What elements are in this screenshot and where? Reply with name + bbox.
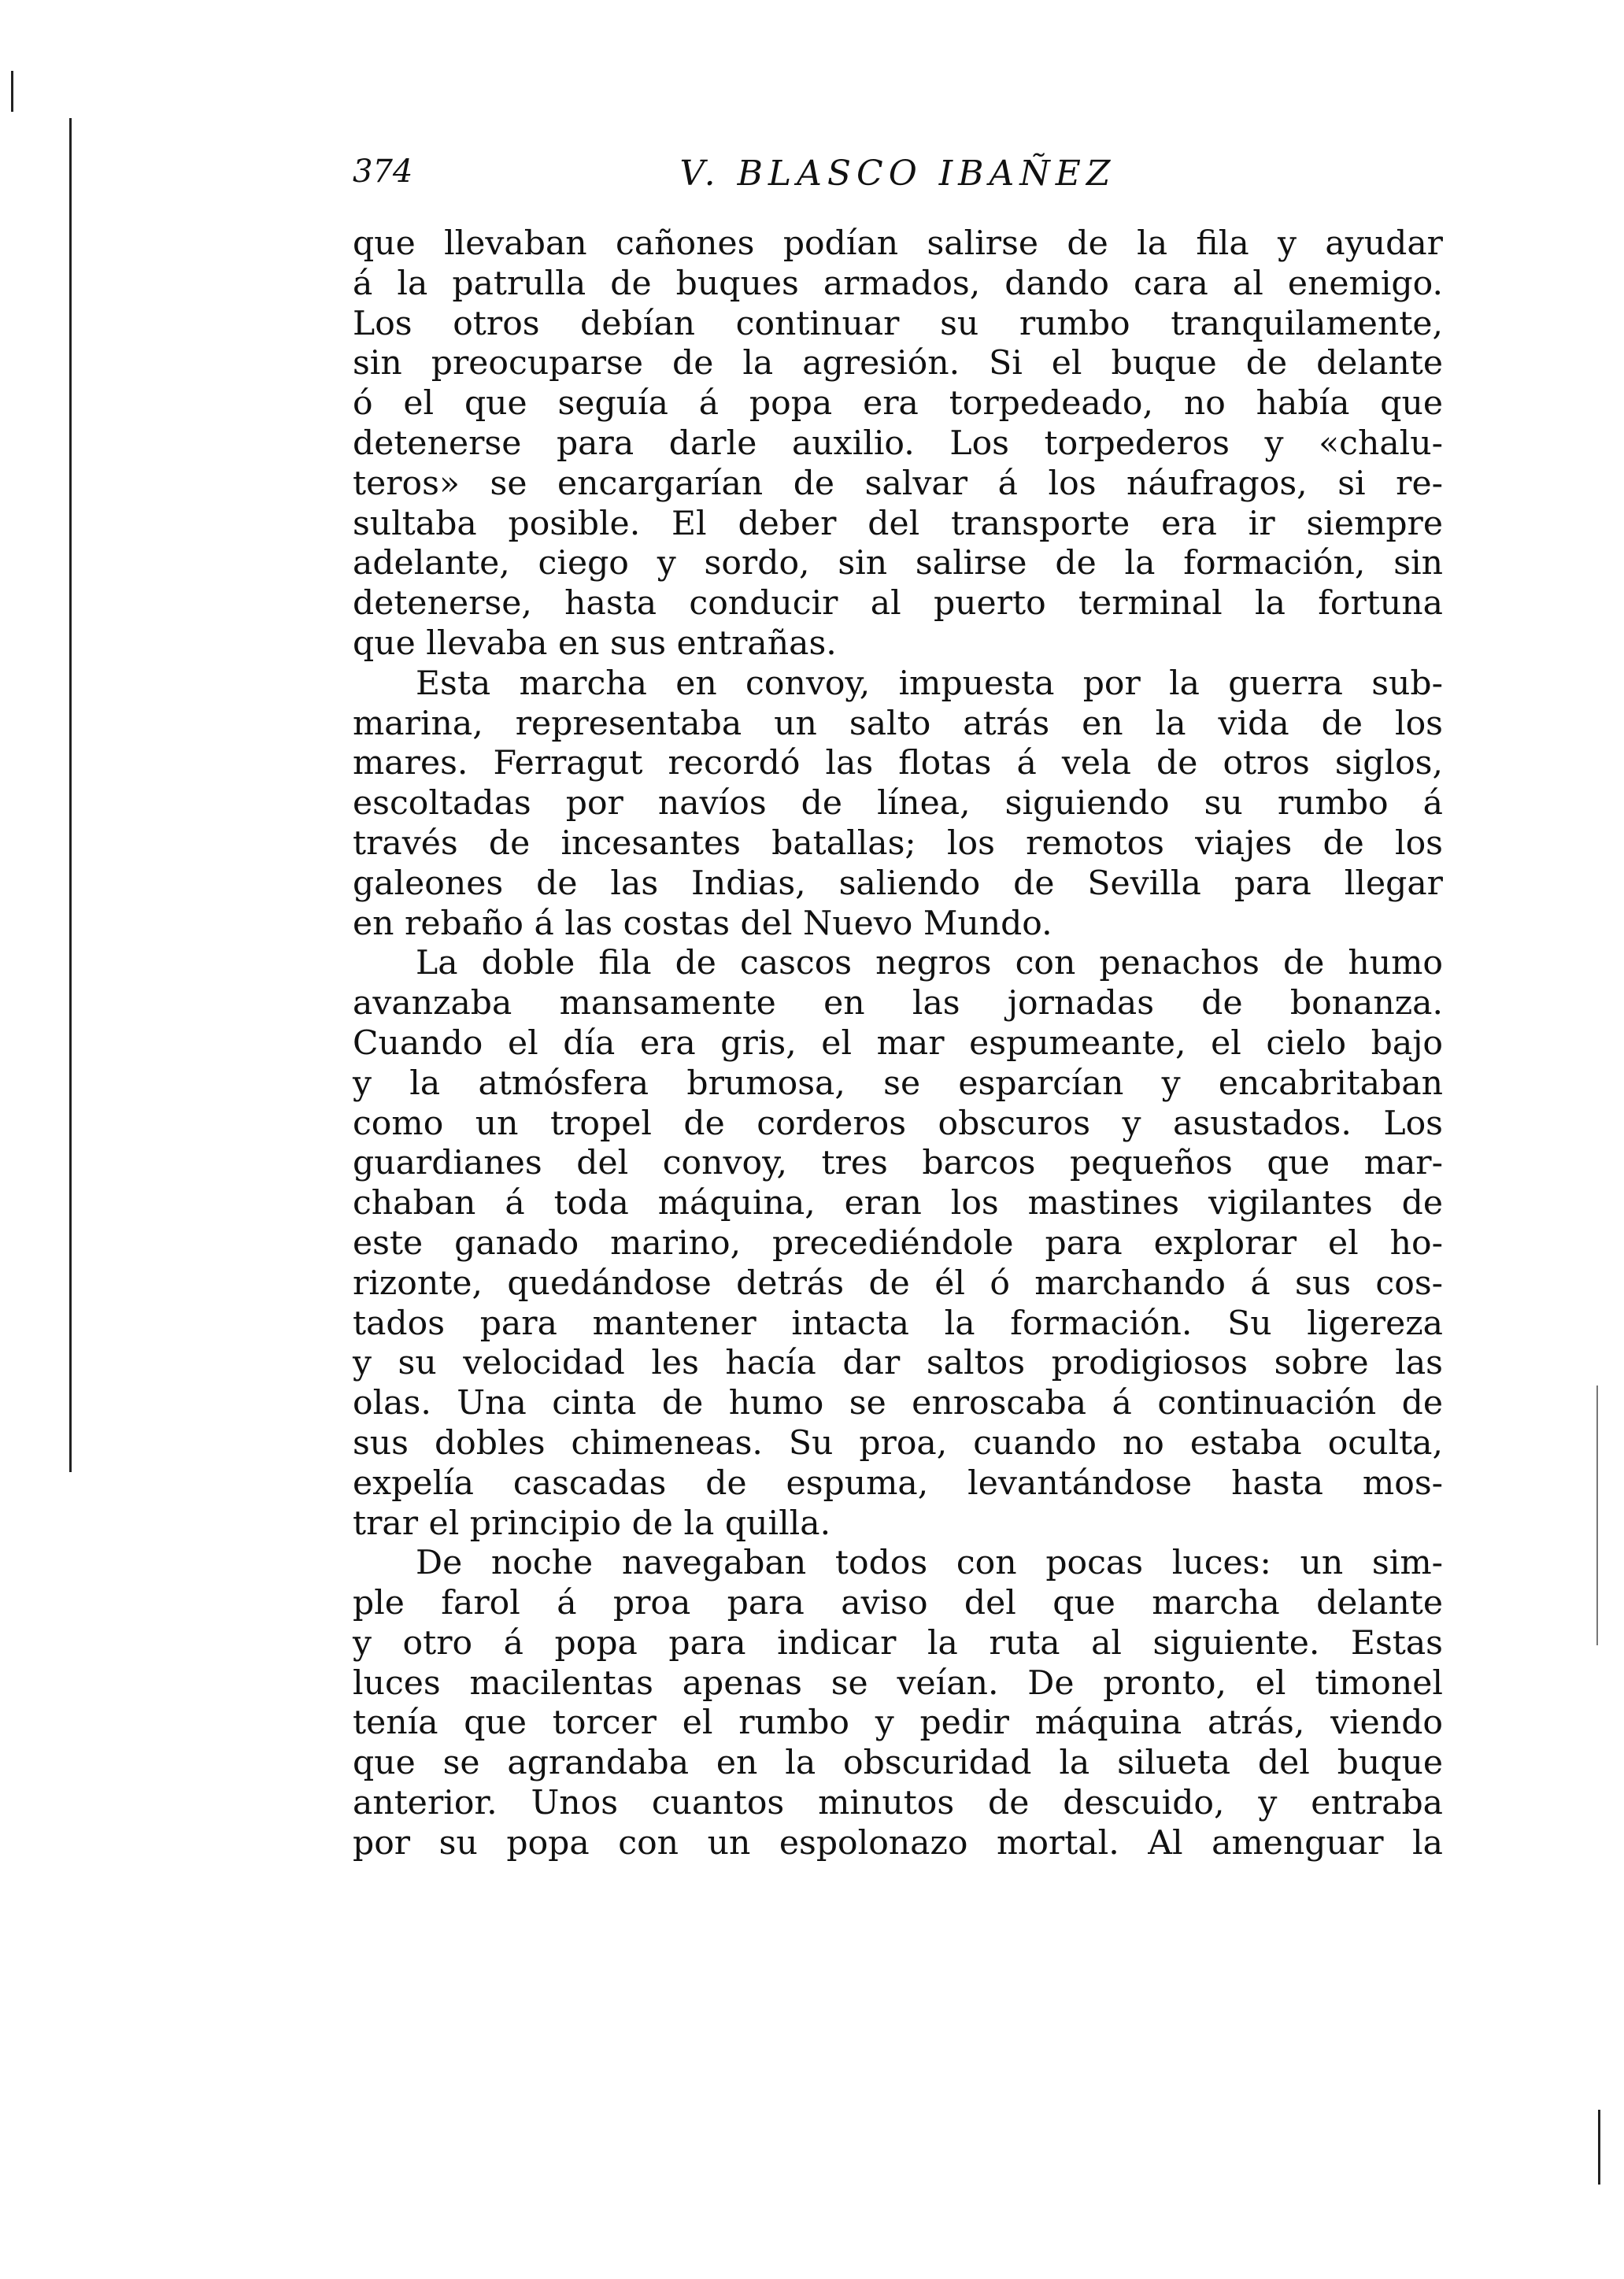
- text-line: rizonte, quedándose detrás de él ó marchando á sus cos-: [353, 1263, 1443, 1303]
- scan-edge-mark-bottom-right: [1598, 2110, 1600, 2185]
- text-line: galeones de las Indias, saliendo de Sevilla para llegar: [353, 864, 1443, 903]
- text-line: avanzaba mansamente en las jornadas de bonanza.: [353, 984, 1443, 1023]
- text-line: y la atmósfera brumosa, se esparcían y encabritaban: [353, 1064, 1443, 1103]
- text-line: ple farol á proa para aviso del que marcha delante: [353, 1584, 1443, 1623]
- text-line: La doble fila de cascos negros con penachos de humo: [416, 944, 1443, 983]
- text-line: Esta marcha en convoy, impuesta por la guerra sub-: [416, 664, 1443, 703]
- text-line: marina, representaba un salto atrás en la vida de los: [353, 704, 1443, 743]
- page-number: 374: [353, 154, 413, 190]
- text-line: y otro á popa para indicar la ruta al siguiente. Estas: [353, 1623, 1443, 1663]
- text-line: que se agrandaba en la obscuridad la silueta del buque: [353, 1744, 1443, 1783]
- text-line: De noche navegaban todos con pocas luces: un sim-: [416, 1544, 1443, 1583]
- text-line: en rebaño á las costas del Nuevo Mundo.: [353, 904, 1052, 943]
- book-page: [353, 154, 1443, 1864]
- text-line: tados para mantener intacta la formación. Su ligereza: [353, 1304, 1443, 1343]
- text-line: sultaba posible. El deber del transporte era ir siempre: [353, 504, 1443, 543]
- text-line: detenerse, hasta conducir al puerto terminal la fortuna: [353, 584, 1443, 623]
- running-title: V. BLASCO IBAÑEZ: [679, 154, 1116, 194]
- text-line: mares. Ferragut recordó las flotas á vela de otros siglos,: [353, 744, 1443, 783]
- text-line: ó el que seguía á popa era torpedeado, no había que: [353, 384, 1443, 424]
- text-line: detenerse para darle auxilio. Los torpederos y «chalu-: [353, 424, 1443, 463]
- text-line: Cuando el día era gris, el mar espumeante, el cielo bajo: [353, 1023, 1443, 1063]
- scan-edge-line-left: [69, 118, 72, 1472]
- text-line: luces macilentas apenas se veían. De pronto, el timonel: [353, 1663, 1443, 1703]
- text-line: sus dobles chimeneas. Su proa, cuando no estaba oculta,: [353, 1423, 1443, 1463]
- text-line: por su popa con un espolonazo mortal. Al amenguar la: [353, 1823, 1443, 1863]
- text-line: que llevaba en sus entrañas.: [353, 623, 837, 663]
- text-line: olas. Una cinta de humo se enroscaba á continuación de: [353, 1384, 1443, 1423]
- text-line: á la patrulla de buques armados, dando cara al enemigo.: [353, 264, 1443, 303]
- text-line: como un tropel de corderos obscuros y asustados. Los: [353, 1104, 1443, 1143]
- text-line: escoltadas por navíos de línea, siguiendo su rumbo á: [353, 784, 1443, 823]
- body-text: [353, 224, 1443, 1864]
- text-line: trar el principio de la quilla.: [353, 1504, 831, 1543]
- text-line: teros» se encargarían de salvar á los náufragos, si re-: [353, 464, 1443, 503]
- scan-gutter-mark-right: [1596, 1386, 1598, 1645]
- text-line: Los otros debían continuar su rumbo tranquilamente,: [353, 304, 1443, 343]
- text-line: tenía que torcer el rumbo y pedir máquina atrás, viendo: [353, 1704, 1443, 1743]
- text-line: este ganado marino, precediéndole para explorar el ho-: [353, 1223, 1443, 1263]
- running-head: [353, 154, 1443, 209]
- text-line: anterior. Unos cuantos minutos de descuido, y entraba: [353, 1784, 1443, 1823]
- text-line: través de incesantes batallas; los remotos viajes de los: [353, 823, 1443, 863]
- scan-edge-mark-left: [11, 71, 13, 112]
- text-line: adelante, ciego y sordo, sin salirse de la formación, sin: [353, 544, 1443, 583]
- text-line: y su velocidad les hacía dar saltos prodigiosos sobre las: [353, 1344, 1443, 1383]
- text-line: sin preocuparse de la agresión. Si el buque de delante: [353, 344, 1443, 383]
- text-line: expelía cascadas de espuma, levantándose hasta mos-: [353, 1463, 1443, 1503]
- text-line: guardianes del convoy, tres barcos pequeños que mar-: [353, 1144, 1443, 1183]
- text-line: que llevaban cañones podían salirse de la fila y ayudar: [353, 224, 1443, 263]
- text-line: chaban á toda máquina, eran los mastines vigilantes de: [353, 1184, 1443, 1223]
